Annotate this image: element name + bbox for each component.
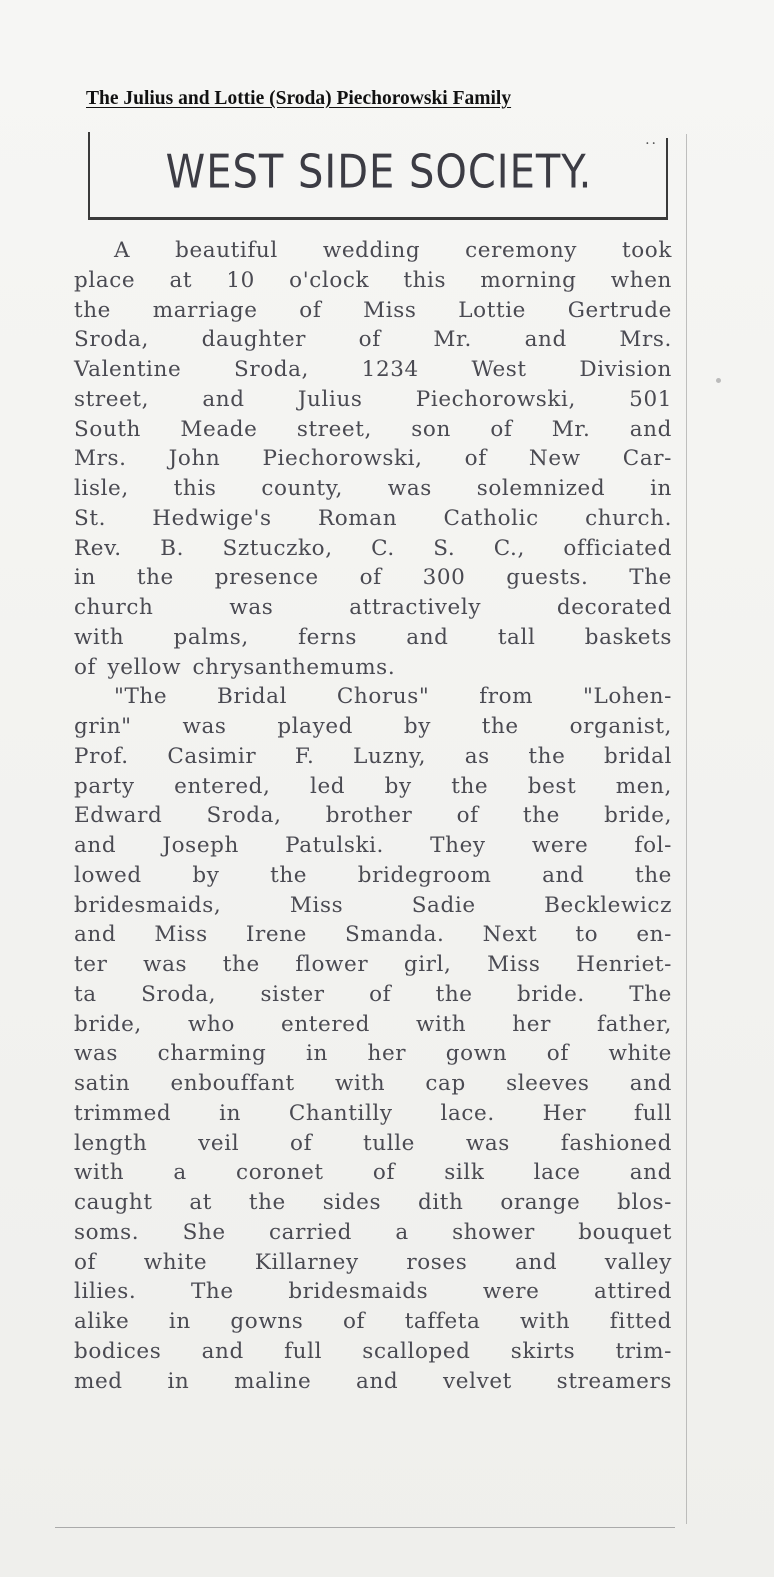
article-line-text: length veil of tulle was fashioned <box>74 1130 672 1156</box>
article-line <box>74 1039 672 1069</box>
article-line-text: ta Sroda, sister of the bride. The <box>74 981 672 1007</box>
article-line-text: in the presence of 300 guests. The <box>74 565 672 591</box>
article-line-text: South Meade street, son of Mr. and <box>74 416 672 442</box>
article-line <box>74 534 672 564</box>
article-line <box>74 1248 672 1278</box>
article-line-text: place at 10 o'clock this morning when <box>74 267 672 293</box>
article-line-text: St. Hedwige's Roman Catholic church. <box>74 505 672 531</box>
headline: WEST SIDE SOCIETY. <box>165 146 593 199</box>
headline-marks: .. <box>645 132 658 148</box>
article-line <box>74 1277 672 1307</box>
article-line-text: and Miss Irene Smanda. Next to en- <box>74 922 672 948</box>
article-line <box>74 801 672 831</box>
article-line-text: grin" was played by the organist, <box>74 714 672 739</box>
article-line <box>74 1218 672 1248</box>
article-line-text: church was attractively decorated <box>74 595 672 620</box>
article-line-text: lilies. The bridesmaids were attired <box>74 1279 672 1305</box>
article-line-text: of yellow chrysanthemums. <box>74 654 396 680</box>
article-line <box>74 1367 672 1397</box>
article-line-text: the marriage of Miss Lottie Gertrude <box>74 297 672 323</box>
article-line-text: "The Bridal Chorus" from "Lohen- <box>114 684 672 710</box>
article-line-text: bride, who entered with her father, <box>74 1011 672 1037</box>
article-line <box>74 563 672 593</box>
article-line <box>74 742 672 772</box>
article-line-text: party entered, led by the best men, <box>74 773 672 799</box>
article-line-text: was charming in her gown of white <box>74 1041 672 1067</box>
article-line <box>74 772 672 802</box>
article-line-text: and Joseph Patulski. They were fol- <box>74 833 672 858</box>
article-line-text: med in maline and velvet streamers <box>74 1368 672 1394</box>
article-line-text: ter was the flower girl, Miss Henriet- <box>74 952 672 977</box>
article-line <box>74 504 672 534</box>
article-line-text: of white Killarney roses and valley <box>74 1249 672 1275</box>
paper-speck <box>716 378 721 383</box>
article-line-text: Rev. B. Sztuczko, C. S. C., officiated <box>74 535 672 561</box>
article-line-text: Edward Sroda, brother of the bride, <box>74 803 672 829</box>
article-line <box>74 474 672 504</box>
article-line <box>74 682 672 712</box>
article-line-text: with palms, ferns and tall baskets <box>74 624 672 650</box>
article-line <box>74 1010 672 1040</box>
article-line <box>74 1337 672 1367</box>
article-line-text: with a coronet of silk lace and <box>74 1160 672 1186</box>
article-line <box>74 1069 672 1099</box>
article-line-text: satin enbouffant with cap sleeves and <box>74 1071 672 1096</box>
article-line-text: bodices and full scalloped skirts trim- <box>74 1338 672 1364</box>
article-line <box>74 653 672 683</box>
article-line-text: caught at the sides dith orange blos- <box>74 1190 672 1215</box>
article-line-text: Sroda, daughter of Mr. and Mrs. <box>74 327 672 353</box>
article-line <box>74 891 672 921</box>
article-body <box>74 236 672 1396</box>
article-line <box>74 385 672 415</box>
article-line-text: Mrs. John Piechorowski, of New Car- <box>74 446 672 472</box>
article-line <box>74 1129 672 1159</box>
family-title: The Julius and Lottie (Sroda) Piechorowski Family <box>86 88 512 109</box>
article-line <box>74 712 672 742</box>
article-line <box>74 1158 672 1188</box>
article-line-text: Prof. Casimir F. Luzny, as the bridal <box>74 743 672 769</box>
headline-frame <box>88 132 668 220</box>
article-line-text: soms. She carried a shower bouquet <box>74 1219 672 1245</box>
article-line-text: alike in gowns of taffeta with fitted <box>74 1309 672 1334</box>
article-line <box>74 415 672 445</box>
article-line-text: lowed by the bridegroom and the <box>74 862 672 888</box>
article-line <box>74 950 672 980</box>
article-line <box>74 444 672 474</box>
article-line-text: trimmed in Chantilly lace. Her full <box>74 1100 672 1126</box>
article-line <box>74 236 672 266</box>
article-line-text: street, and Julius Piechorowski, 501 <box>74 386 672 412</box>
article-line <box>74 1307 672 1337</box>
article-line-text: A beautiful wedding ceremony took <box>114 238 672 263</box>
article-line <box>74 920 672 950</box>
article-line-text: lisle, this county, was solemnized in <box>74 476 672 501</box>
article-line <box>74 1188 672 1218</box>
article-line-text: Valentine Sroda, 1234 West Division <box>74 357 672 382</box>
article-line <box>74 1099 672 1129</box>
bottom-rule <box>55 1527 675 1528</box>
article-line <box>74 593 672 623</box>
article-line <box>74 861 672 891</box>
article-line <box>74 296 672 326</box>
article-line <box>74 980 672 1010</box>
article-line <box>74 623 672 653</box>
article-line <box>74 831 672 861</box>
column-rule <box>686 134 687 1524</box>
article-line <box>74 266 672 296</box>
article-line <box>74 355 672 385</box>
article-line-text: bridesmaids, Miss Sadie Becklewicz <box>74 892 672 918</box>
article-line <box>74 325 672 355</box>
